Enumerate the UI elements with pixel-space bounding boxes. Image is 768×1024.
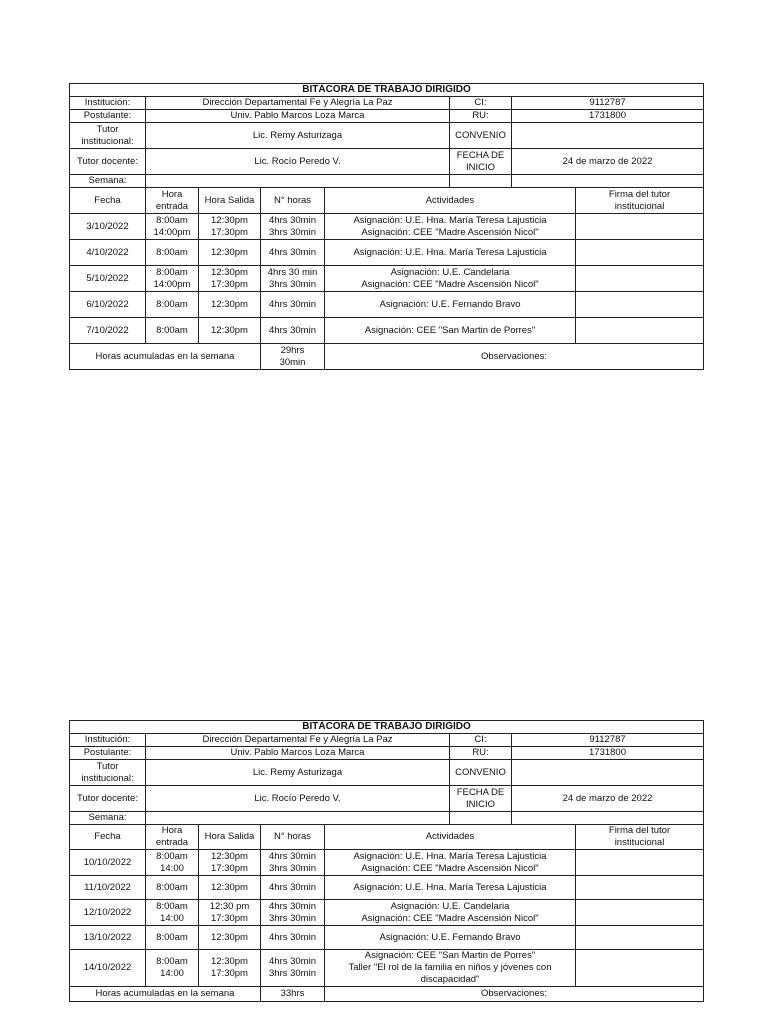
- header-time-out: Hora Salida: [199, 825, 261, 850]
- row-time-out: 12:30pm: [199, 876, 261, 900]
- work-log-table: [69, 83, 704, 370]
- institution-label: Institución:: [70, 734, 146, 747]
- row-activities: Asignación: U.E. Fernando Bravo: [325, 926, 576, 950]
- table-row: [70, 876, 704, 900]
- row-time-in: 8:00am 14:00: [146, 850, 199, 876]
- applicant-value: Univ. Pablo Marcos Loza Marca: [146, 110, 450, 123]
- teacher-tutor-value: Lic. Rocío Peredo V.: [146, 786, 450, 812]
- header-date: Fecha: [70, 188, 146, 214]
- week-empty-b: [512, 812, 704, 825]
- row-hours: 4hrs 30min 3hrs 30min: [261, 214, 325, 240]
- row-time-out: 12:30pm: [199, 318, 261, 344]
- table-row: [70, 950, 704, 987]
- row-time-in: 8:00am 14:00: [146, 900, 199, 926]
- table-row: [70, 266, 704, 292]
- week-empty-a: [450, 175, 512, 188]
- row-hours: 4hrs 30min: [261, 318, 325, 344]
- header-signature: Firma del tutor institucional: [576, 188, 704, 214]
- start-date-label: FECHA DE INICIO: [450, 149, 512, 175]
- row-time-in: 8:00am: [146, 318, 199, 344]
- row-time-in: 8:00am: [146, 926, 199, 950]
- agreement-label: CONVENIO: [450, 123, 512, 149]
- agreement-label: CONVENIO: [450, 760, 512, 786]
- row-time-out: 12:30 pm 17:30pm: [199, 900, 261, 926]
- ru-value: 1731800: [512, 747, 704, 760]
- header-time-in: Hora entrada: [146, 188, 199, 214]
- row-signature: [576, 926, 704, 950]
- table-row: [70, 926, 704, 950]
- table-row: [70, 318, 704, 344]
- ci-label: CI:: [450, 734, 512, 747]
- start-date-value: 24 de marzo de 2022: [512, 149, 704, 175]
- agreement-value: [512, 123, 704, 149]
- header-hours: N° horas: [261, 188, 325, 214]
- row-date: 12/10/2022: [70, 900, 146, 926]
- ci-value: 9112787: [512, 734, 704, 747]
- row-date: 5/10/2022: [70, 266, 146, 292]
- row-date: 4/10/2022: [70, 240, 146, 266]
- row-time-out: 12:30pm: [199, 292, 261, 318]
- header-time-in: Hora entrada: [146, 825, 199, 850]
- observations-label: Observaciones:: [325, 987, 704, 1002]
- institution-value: Dirección Departamental Fe y Alegría La Paz: [146, 97, 450, 110]
- week-label: Semana:: [70, 175, 146, 188]
- institutional-tutor-value: Lic. Remy Asturizaga: [146, 123, 450, 149]
- total-hours-label: Horas acumuladas en la semana: [70, 344, 261, 370]
- week-value: [146, 812, 450, 825]
- institutional-tutor-value: Lic. Remy Asturizaga: [146, 760, 450, 786]
- row-activities: Asignación: U.E. Hna. María Teresa Lajusticia: [325, 240, 576, 266]
- row-time-out: 12:30pm 17:30pm: [199, 214, 261, 240]
- row-signature: [576, 950, 704, 987]
- row-signature: [576, 318, 704, 344]
- row-date: 13/10/2022: [70, 926, 146, 950]
- row-time-out: 12:30pm: [199, 926, 261, 950]
- row-time-out: 12:30pm 17:30pm: [199, 266, 261, 292]
- observations-label: Observaciones:: [325, 344, 704, 370]
- ru-label: RU:: [450, 110, 512, 123]
- row-signature: [576, 214, 704, 240]
- row-signature: [576, 900, 704, 926]
- ci-value: 9112787: [512, 97, 704, 110]
- row-activities: Asignación: U.E. Hna. María Teresa Lajusticia Asignación: CEE "Madre Ascensión Nicol": [325, 214, 576, 240]
- ci-label: CI:: [450, 97, 512, 110]
- row-hours: 4hrs 30min: [261, 240, 325, 266]
- header-activities: Actividades: [325, 825, 576, 850]
- applicant-value: Univ. Pablo Marcos Loza Marca: [146, 747, 450, 760]
- row-hours: 4hrs 30min 3hrs 30min: [261, 850, 325, 876]
- row-date: 6/10/2022: [70, 292, 146, 318]
- header-hours: N° horas: [261, 825, 325, 850]
- institutional-tutor-label: Tutor institucional:: [70, 760, 146, 786]
- week-value: [146, 175, 450, 188]
- header-time-out: Hora Salida: [199, 188, 261, 214]
- header-signature: Firma del tutor institucional: [576, 825, 704, 850]
- row-signature: [576, 240, 704, 266]
- row-signature: [576, 876, 704, 900]
- ru-value: 1731800: [512, 110, 704, 123]
- week-empty-a: [450, 812, 512, 825]
- table-row: [70, 240, 704, 266]
- header-date: Fecha: [70, 825, 146, 850]
- teacher-tutor-value: Lic. Rocío Peredo V.: [146, 149, 450, 175]
- teacher-tutor-label: Tutor docente:: [70, 786, 146, 812]
- work-log-table: [69, 720, 704, 1002]
- agreement-value: [512, 760, 704, 786]
- row-hours: 4hrs 30min: [261, 876, 325, 900]
- row-signature: [576, 266, 704, 292]
- row-time-in: 8:00am: [146, 292, 199, 318]
- row-date: 3/10/2022: [70, 214, 146, 240]
- row-time-out: 12:30pm: [199, 240, 261, 266]
- table-row: [70, 900, 704, 926]
- table-row: [70, 214, 704, 240]
- row-activities: Asignación: U.E. Candelaria Asignación: CEE "Madre Ascensión Nicol": [325, 266, 576, 292]
- teacher-tutor-label: Tutor docente:: [70, 149, 146, 175]
- row-time-in: 8:00am: [146, 240, 199, 266]
- log-title: BITÁCORA DE TRABAJO DIRIGIDO: [70, 84, 704, 97]
- row-activities: Asignación: CEE "San Martin de Porres": [325, 318, 576, 344]
- row-date: 11/10/2022: [70, 876, 146, 900]
- applicant-label: Postulante:: [70, 747, 146, 760]
- total-hours-label: Horas acumuladas en la semana: [70, 987, 261, 1002]
- row-hours: 4hrs 30min 3hrs 30min: [261, 950, 325, 987]
- table-row: [70, 292, 704, 318]
- row-time-in: 8:00am: [146, 876, 199, 900]
- row-hours: 4hrs 30min: [261, 292, 325, 318]
- total-hours-value: 29hrs 30min: [261, 344, 325, 370]
- row-time-in: 8:00am 14:00: [146, 950, 199, 987]
- table-row: [70, 850, 704, 876]
- row-hours: 4hrs 30min 3hrs 30min: [261, 900, 325, 926]
- row-hours: 4hrs 30min: [261, 926, 325, 950]
- row-activities: Asignación: U.E. Hna. María Teresa Lajusticia Asignación: CEE "Madre Ascensión Nicol": [325, 850, 576, 876]
- institutional-tutor-label: Tutor institucional:: [70, 123, 146, 149]
- week-label: Semana:: [70, 812, 146, 825]
- start-date-value: 24 de marzo de 2022: [512, 786, 704, 812]
- header-activities: Actividades: [325, 188, 576, 214]
- row-activities: Asignación: U.E. Fernando Bravo: [325, 292, 576, 318]
- row-date: 14/10/2022: [70, 950, 146, 987]
- institution-label: Institución:: [70, 97, 146, 110]
- row-activities: Asignación: CEE "San Martin de Porres" Taller "El rol de la familia en niños y jóvenes con discapacidad": [325, 950, 576, 987]
- start-date-label: FECHA DE INICIO: [450, 786, 512, 812]
- row-time-in: 8:00am 14:00pm: [146, 266, 199, 292]
- row-signature: [576, 850, 704, 876]
- institution-value: Dirección Departamental Fe y Alegría La Paz: [146, 734, 450, 747]
- row-activities: Asignación: U.E. Candelaria Asignación: CEE "Madre Ascensión Nicol": [325, 900, 576, 926]
- row-date: 7/10/2022: [70, 318, 146, 344]
- week-empty-b: [512, 175, 704, 188]
- ru-label: RU:: [450, 747, 512, 760]
- row-activities: Asignación: U.E. Hna. María Teresa Lajusticia: [325, 876, 576, 900]
- row-date: 10/10/2022: [70, 850, 146, 876]
- row-time-out: 12:30pm 17:30pm: [199, 950, 261, 987]
- row-time-in: 8:00am 14:00pm: [146, 214, 199, 240]
- row-time-out: 12:30pm 17:30pm: [199, 850, 261, 876]
- row-signature: [576, 292, 704, 318]
- log-title: BITÁCORA DE TRABAJO DIRIGIDO: [70, 721, 704, 734]
- total-hours-value: 33hrs: [261, 987, 325, 1002]
- row-hours: 4hrs 30 min 3hrs 30min: [261, 266, 325, 292]
- applicant-label: Postulante:: [70, 110, 146, 123]
